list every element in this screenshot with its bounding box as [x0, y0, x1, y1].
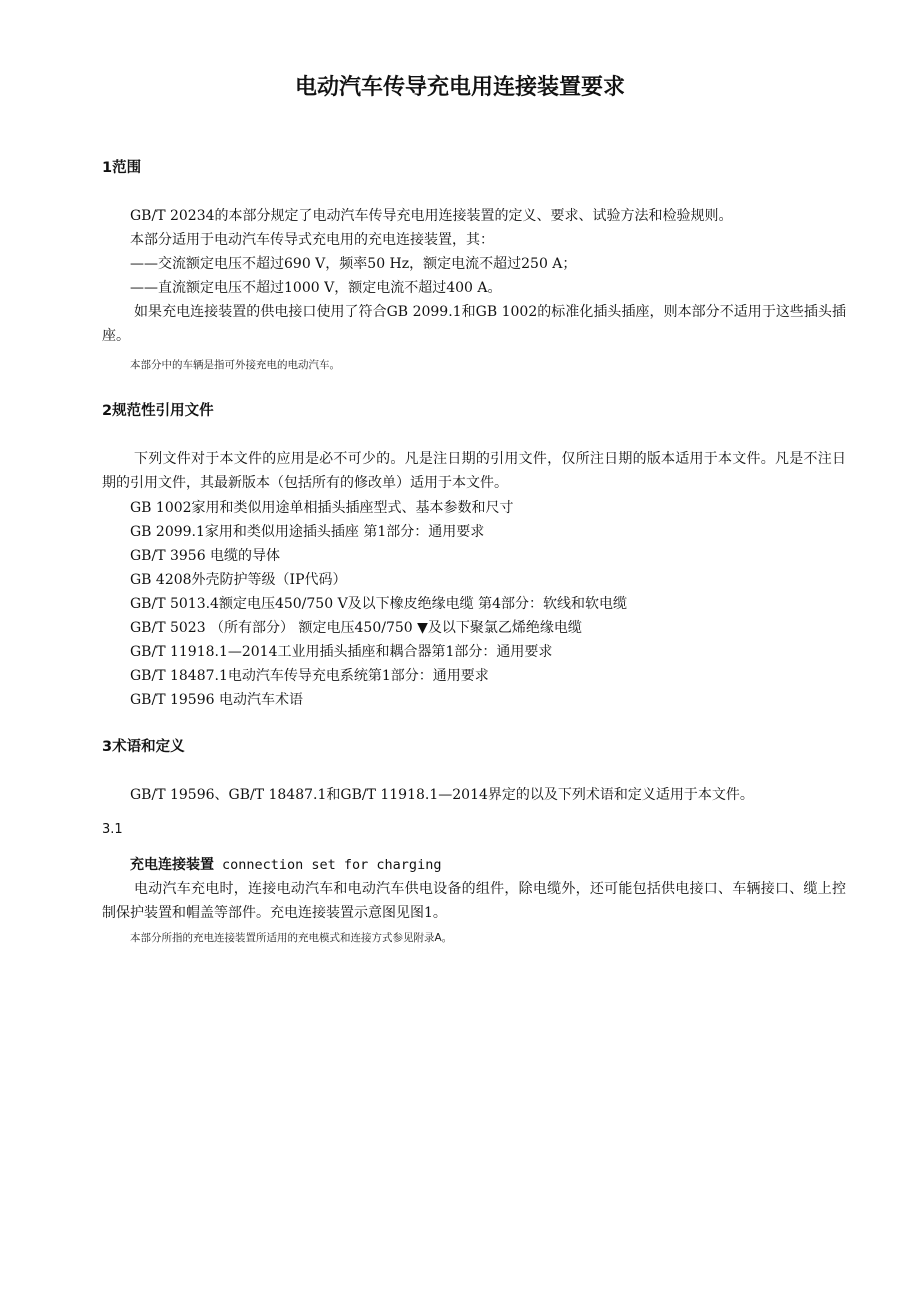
reference-item: GB 2099.1家用和类似用途插头插座 第1部分：通用要求: [130, 524, 485, 540]
term-definition: 电动汽车充电时，连接电动汽车和电动汽车供电设备的组件，除电缆外，还可能包括供电接口、车辆接口、缆上控制保护装置和帽盖等部件。充电连接装置示意图见图1。: [102, 881, 846, 921]
section-3-heading: 3术语和定义: [102, 739, 185, 755]
reference-item: GB/T 18487.1电动汽车传导充电系统第1部分：通用要求: [130, 668, 489, 684]
term-entry: [130, 853, 441, 877]
scope-line-4: ——直流额定电压不超过1000 V，额定电流不超过400 A。: [130, 280, 502, 296]
term-chinese: 充电连接装置: [130, 857, 214, 873]
scope-exclusion-paragraph: 如果充电连接装置的供电接口使用了符合GB 2099.1和GB 1002的标准化插头插座，则本部分不适用于这些插头插座。: [102, 304, 846, 344]
term-english: connection set for charging: [222, 857, 442, 873]
term-note: 本部分所指的充电连接装置所适用的充电模式和连接方式参见附录A。: [130, 932, 453, 944]
reference-item: GB/T 11918.1—2014工业用插头插座和耦合器第1部分：通用要求: [130, 644, 553, 660]
scope-note: 本部分中的车辆是指可外接充电的电动汽车。: [130, 359, 340, 371]
section-2-heading: 2规范性引用文件: [102, 403, 214, 419]
scope-line-3: ——交流额定电压不超过690 V，频率50 Hz，额定电流不超过250 A；: [130, 256, 577, 272]
reference-item: GB/T 5023 （所有部分） 额定电压450/750 ▼及以下聚氯乙烯绝缘电缆: [130, 620, 582, 636]
scope-line-1: GB/T 20234的本部分规定了电动汽车传导充电用连接装置的定义、要求、试验方法和检验规则。: [130, 208, 733, 224]
references-intro-paragraph: 下列文件对于本文件的应用是必不可少的。凡是注日期的引用文件，仅所注日期的版本适用于本文件。凡是不注日期的引用文件，其最新版本（包括所有的修改单）适用于本文件。: [102, 451, 846, 491]
terms-intro: GB/T 19596、GB/T 18487.1和GB/T 11918.1—2014界定的以及下列术语和定义适用于本文件。: [130, 787, 754, 803]
clause-number: 3.1: [102, 822, 123, 837]
reference-item: GB 1002家用和类似用途单相插头插座型式、基本参数和尺寸: [130, 500, 514, 516]
reference-item: GB/T 5013.4额定电压450/750 V及以下橡皮绝缘电缆 第4部分：软线和软电缆: [130, 596, 628, 612]
reference-item: GB/T 19596 电动汽车术语: [130, 692, 303, 708]
document-title: 电动汽车传导充电用连接装置要求: [294, 75, 625, 100]
reference-item: GB 4208外壳防护等级（IP代码）: [130, 572, 347, 588]
scope-line-2: 本部分适用于电动汽车传导式充电用的充电连接装置，其：: [130, 232, 494, 248]
section-1-heading: 1范围: [102, 160, 142, 176]
reference-item: GB/T 3956 电缆的导体: [130, 548, 281, 564]
